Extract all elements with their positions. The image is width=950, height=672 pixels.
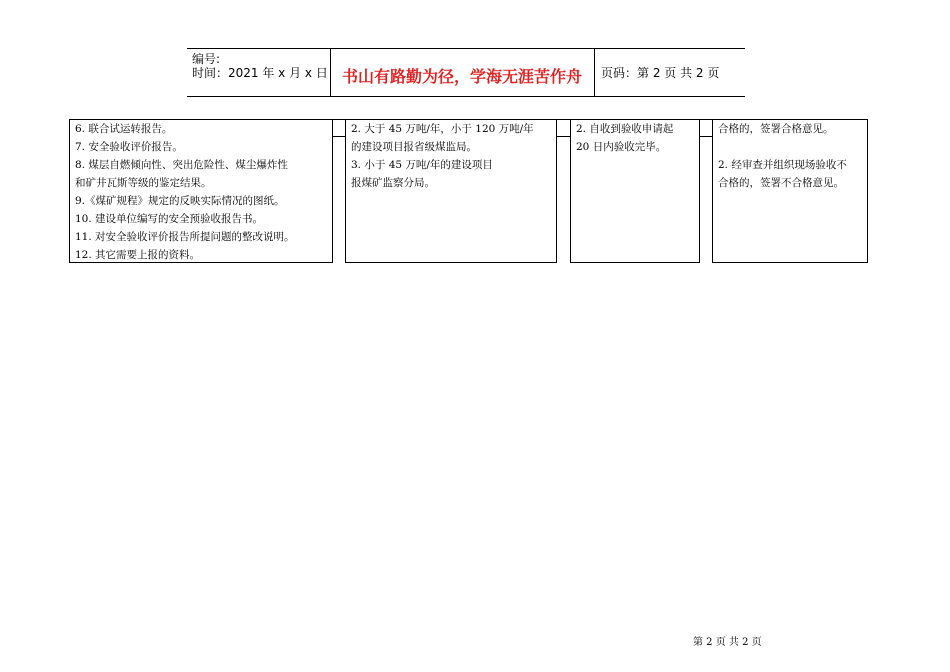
timeline-line: 20 日内验收完毕。 bbox=[576, 141, 667, 153]
authority-line: 的建设项目报省级煤监局。 bbox=[351, 141, 477, 153]
connector-stub-2 bbox=[556, 119, 571, 137]
authority-text bbox=[351, 120, 534, 192]
result-line: 合格的，签署不合格意见。 bbox=[718, 177, 844, 189]
materials-item: 9.《煤矿规程》规定的反映实际情况的图纸。 bbox=[75, 195, 285, 207]
materials-item: 和矿井瓦斯等级的鉴定结果。 bbox=[75, 177, 212, 189]
document-time-label: 时间：2021 年 x 月 x 日 bbox=[192, 66, 328, 80]
timeline-text bbox=[576, 120, 673, 156]
header-divider-right bbox=[594, 48, 595, 97]
result-line: 合格的，签署合格意见。 bbox=[718, 123, 834, 135]
authority-line: 3. 小于 45 万吨/年的建设项目 bbox=[351, 159, 493, 171]
document-number-label: 编号: bbox=[192, 52, 221, 66]
materials-list bbox=[75, 120, 295, 264]
header-top-rule bbox=[187, 48, 745, 49]
materials-item: 10. 建设单位编写的安全预验收报告书。 bbox=[75, 213, 264, 225]
materials-item: 8. 煤层自燃倾向性、突出危险性、煤尘爆炸性 bbox=[75, 159, 288, 171]
page-info: 页码：第 2 页 共 2 页 bbox=[601, 66, 720, 80]
materials-item: 7. 安全验收评价报告。 bbox=[75, 141, 183, 153]
authority-line: 报煤矿监察分局。 bbox=[351, 177, 435, 189]
footer-page-number: 第 2 页 共 2 页 bbox=[693, 637, 762, 648]
timeline-line: 2. 自收到验收申请起 bbox=[576, 123, 674, 135]
connector-stub-1 bbox=[332, 119, 346, 137]
authority-line: 2. 大于 45 万吨/年，小于 120 万吨/年 bbox=[351, 123, 534, 135]
result-line: 2. 经审查并组织现场验收不 bbox=[718, 159, 847, 171]
materials-item: 11. 对安全验收评价报告所提问题的整改说明。 bbox=[75, 231, 295, 243]
result-line bbox=[718, 138, 847, 156]
materials-item: 6. 联合试运转报告。 bbox=[75, 123, 173, 135]
materials-item: 12. 其它需要上报的资料。 bbox=[75, 249, 201, 261]
header-bottom-rule bbox=[187, 96, 745, 97]
result-text bbox=[718, 120, 847, 192]
connector-stub-3 bbox=[699, 119, 713, 137]
header-motto: 书山有路勤为径，学海无涯苦作舟 bbox=[341, 67, 582, 86]
